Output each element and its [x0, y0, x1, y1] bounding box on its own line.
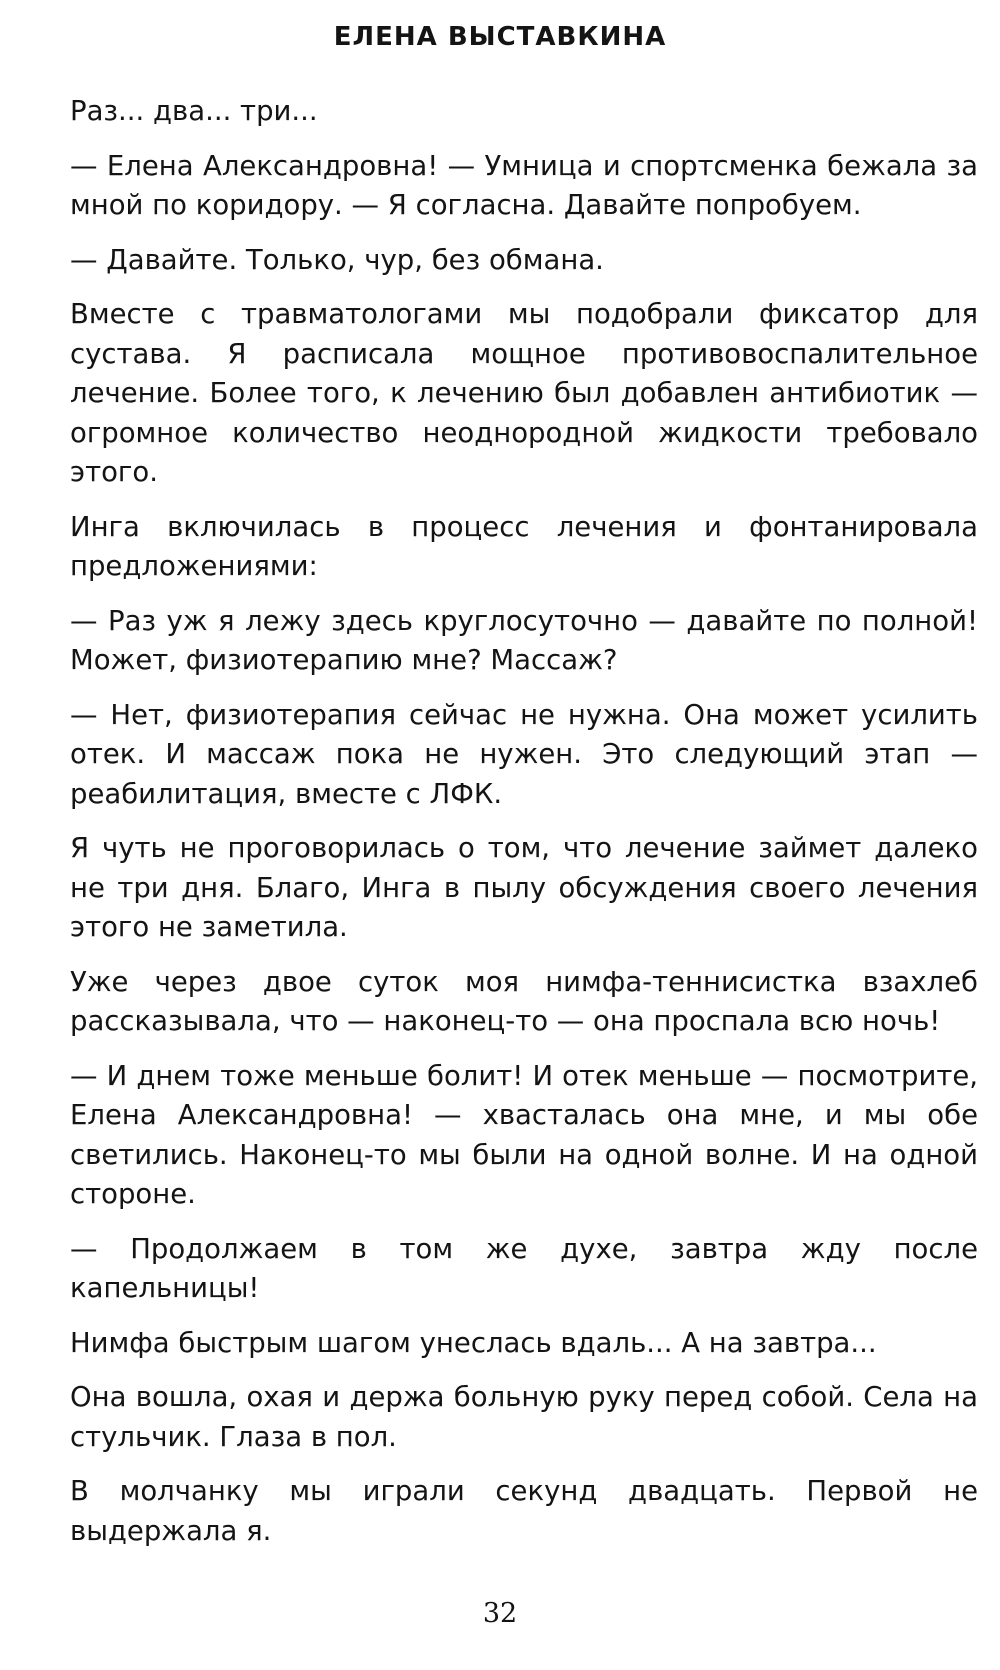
paragraph: — И днем тоже меньше болит! И отек меньше — посмотрите, Елена Александровна! — хвасталась она мне, и мы обе светились. Наконец-то мы были на одной волне. И на одной стороне. [70, 1059, 978, 1210]
paragraph: — Елена Александровна! — Умница и спортсменка бежала за мной по коридору. — Я согласна. Давайте попробуем. [70, 149, 978, 221]
paragraph: Я чуть не проговорилась о том, что лечение займет далеко не три дня. Благо, Инга в пылу обсуждения своего лечения этого не заметила. [70, 832, 978, 943]
paragraph: — Раз уж я лежу здесь круглосуточно — давайте по полной! Может, физиотерапию мне? Массаж? [70, 604, 978, 676]
paragraph: — Давайте. Только, чур, без обмана. [70, 243, 604, 276]
page-number: 32 [482, 1598, 518, 1629]
paragraph: — Продолжаем в том же духе, завтра жду после капельницы! [70, 1232, 978, 1304]
paragraph: Уже через двое суток моя нимфа-теннисистка взахлеб рассказывала, что — наконец-то — она проспала всю ночь! [70, 965, 978, 1037]
body-text [70, 92, 978, 1566]
paragraph: Инга включилась в процесс лечения и фонтанировала предложениями: [70, 510, 978, 582]
paragraph: Нимфа быстрым шагом унеслась вдаль... А на завтра... [70, 1326, 877, 1359]
paragraph: Раз... два... три... [70, 95, 318, 127]
paragraph: В молчанку мы играли секунд двадцать. Первой не выдержала я. [70, 1475, 978, 1547]
paragraph: Вместе с травматологами мы подобрали фиксатор для сустава. Я расписала мощное противовоспалительное лечение. Более того, к лечению был добавлен антибиотик — огромное количество неоднородной жидкости требовало этого. [70, 298, 978, 488]
running-head-author: ЕЛЕНА ВЫСТАВКИНА [333, 22, 667, 52]
paragraph: — Нет, физиотерапия сейчас не нужна. Она может усилить отек. И массаж пока не нужен. Это следующий этап — реабилитация, вместе с ЛФК. [70, 698, 978, 810]
paragraph: Она вошла, охая и держа больную руку перед собой. Села на стульчик. Глаза в пол. [70, 1381, 978, 1453]
